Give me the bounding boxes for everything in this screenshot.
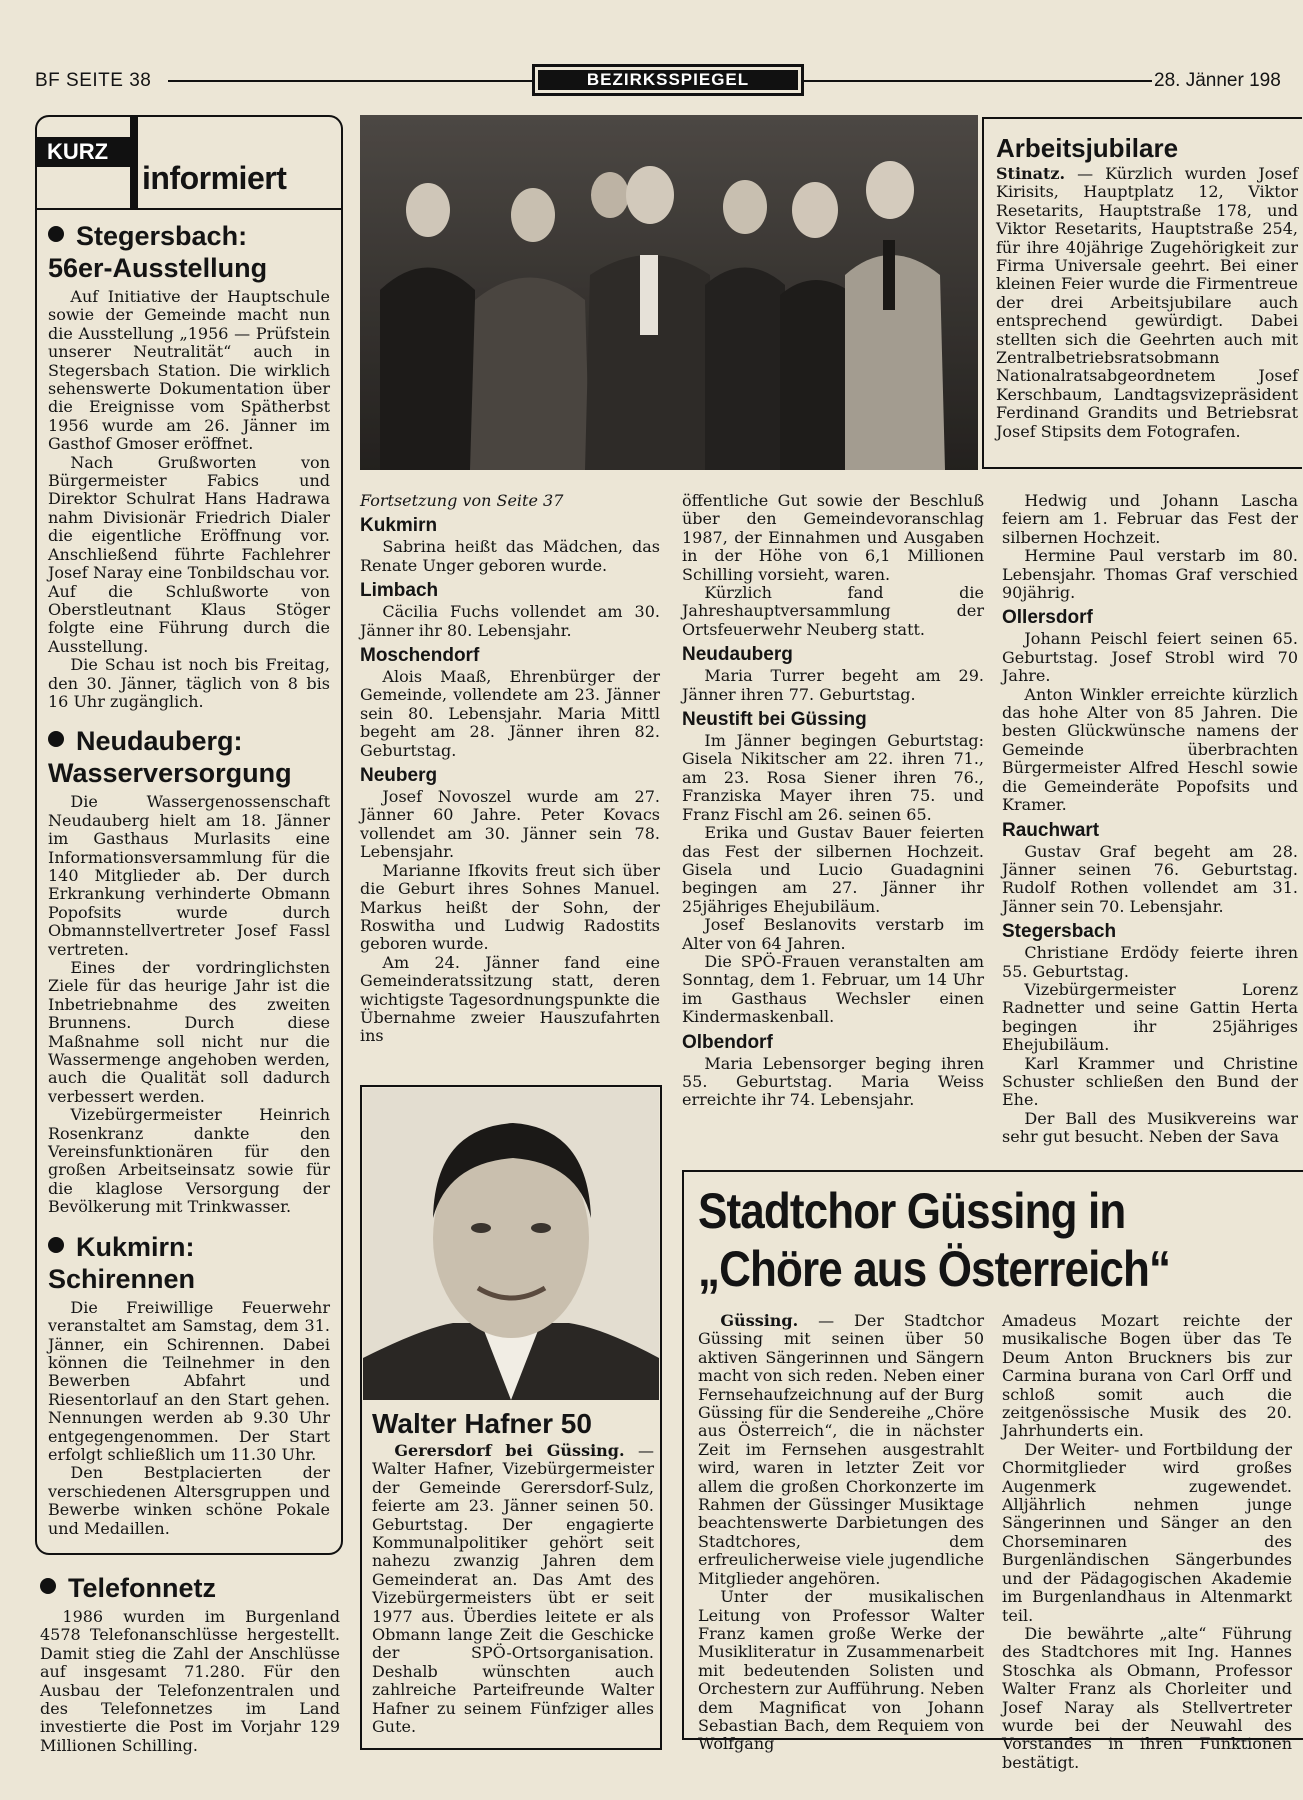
stadtchor-headline [698, 1182, 1298, 1298]
bullet-icon [40, 1578, 56, 1594]
stadtchor-title-line1: Stadtchor Güssing in [698, 1183, 1126, 1239]
telefon-article [40, 1572, 340, 1755]
place-text: öffentliche Gut sowie der Beschluß über den Gemeindevoranschlag 1987, der Einnahmen und Ausgaben in der Höhe von 6,1 Millionen Schilling vorsieht, waren. Kürzlich fand die Jahreshauptversammlung der Ortsfeuerwehr Neuberg statt. [682, 491, 984, 639]
place-text: Im Jänner begingen Geburtstag: Gisela Nikitscher am 22. ihren 71., am 23. Rosa Siener ihren 76., Franziska Mayer ihren 75. und Franz Fischl am 26. seinen 65. Erika und Gustav Bauer feierten das Fest der silbernen Hochzeit. Gisela und Lucio Guadagnini begingen am 27. Jänner ihr 25jähriges Ehejubiläum. Josef Beslanovits verstarb im Alter von 64 Jahren. Die SPÖ-Frauen veranstalten am Sonntag, dem 1. Februar, um 14 Uhr im Gasthaus Wechsler einen Kindermaskenball. [682, 731, 984, 1027]
place-heading: Neustift bei Güssing [682, 709, 867, 731]
continuation-note: Fortsetzung von Seite 37 [360, 491, 564, 510]
kurz-item [48, 725, 330, 1216]
column-right [682, 492, 984, 1110]
kurz-item [48, 1231, 330, 1538]
bullet-icon [48, 226, 64, 242]
kurz-tag: KURZ [35, 137, 130, 167]
page-label: BF SEITE 38 [35, 70, 152, 91]
hafner-article [372, 1408, 654, 1737]
place-heading: Neuberg [360, 765, 438, 787]
kurz-bar [130, 115, 138, 210]
place-text: Cäcilia Fuchs vollendet am 30. Jänner ihr 80. Lebensjahr. [360, 602, 660, 640]
item-text: Die Wassergenossenschaft Neudauberg hielt am 18. Jänner im Gasthaus Murlasits eine Informationsversammlung für die 140 Mitglieder ab. Der durch Erkrankung verhinderte Obmann Popofsits wurde durch Obmannstellvertreter Josef Fassl vertreten. Eines der vordringlichsten Ziele für das heurige Jahr ist die Inbetriebnahme des zweiten Brunnens. Durch diese Maßnahme soll nicht nur die Wassermenge angehoben werden, auch die Qualität soll dadurch verbessert werden. Vizebürgermeister Heinrich Rosenkranz dankte den Vereinsfunktionären für den großen Arbeitseinsatz sowie für die klaglose Versorgung der Bevölkerung mit Trinkwasser. [48, 792, 330, 1217]
item-text: Die Freiwillige Feuerwehr veranstaltet am Samstag, dem 31. Jänner, ein Schirennen. Dabei können die Teilnehmer in den Bewerben Abfahrt und Riesentorlauf an den Start gehen. Nennungen werden ab 9.30 Uhr entgegengenommen. Der Start erfolgt schließlich um 11.30 Uhr. Den Bestplacierten der verschiedenen Altersgruppen und Bewerbe winken schöne Pokale und Medaillen. [48, 1297, 330, 1538]
place-heading: Neudauberg [682, 644, 793, 666]
group-photo-image [360, 115, 978, 470]
stadtchor-title-line2: „Chöre aus Österreich“ [698, 1241, 1171, 1297]
place-heading: Rauchwart [1002, 819, 1100, 841]
place-text: Josef Novoszel wurde am 27. Jänner 60 Jahre. Peter Kovacs vollendet am 30. Jänner sein 78. Lebensjahr. Marianne Ifkovits freut sich über die Geburt ihres Sohnes Manuel. Markus heißt der Sohn, der Roswitha und Ludwig Radostits geboren wurde. Am 24. Jänner fand eine Gemeinderatssitzung statt, deren wichtigste Tagesordnungspunkte die Übernahme zweier Hauszufahrten ins [360, 787, 660, 1046]
header-rule-right [804, 80, 1152, 82]
item-subheading: Schirennen [48, 1263, 196, 1294]
group-photo [360, 115, 978, 470]
place-heading: Olbendorf [682, 1031, 773, 1053]
hafner-text: Gerersdorf bei Güssing. — Walter Hafner, Vizebürgermeister der Gemeinde Gerersdorf-Sulz, feierte am 23. Jänner seinen 50. Geburtstag. Der engagierte Kommunalpolitiker gehört seit nahezu zwanzig Jahren dem Gemeinderat an. Das Amt des Vizebürgermeisters übt er seit 1977 aus. Überdies leitete er als Obmann lange Zeit die Geschicke der SPÖ-Ortsorganisation. Deshalb wünschten auch zahlreiche Parteifreunde Walter Hafner zu seinem Fünfziger alles Gute. [372, 1441, 654, 1737]
section-banner [532, 64, 804, 96]
kurz-items [48, 220, 330, 1538]
column-far-right [1002, 492, 1298, 1147]
item-text: Auf Initiative der Hauptschule sowie der Gemeinde macht nun die Ausstellung „1956 — Prüfstein unserer Neutralität“ auch in Stegersbach Station. Die wirklich sehenswerte Dokumentation über die Ereignisse vom Spätherbst 1956 wurde am 26. Jänner im Gasthof Gmoser eröffnet. Nach Grußworten von Bürgermeister Fabics und Direktor Schulrat Hans Hadrawa nahm Divisionär Friedrich Dialer die eigentliche Eröffnung vor. Anschließend führte Fachlehrer Josef Naray eine Tonbildschau vor. Auf die Schlußworte von Oberstleutnant Klaus Stöger folgte eine Führung durch die Ausstellung. Die Schau ist noch bis Freitag, den 30. Jänner, täglich von 8 bis 16 Uhr zugänglich. [48, 287, 330, 711]
place-text: Johann Peischl feiert seinen 65. Geburtstag. Josef Strobl wird 70 Jahre. Anton Winkler erreichte kürzlich das hohe Alter von 85 Jahren. Die besten Glückwünsche namens der Gemeinde überbrachten Bürgermeister Alfred Heschl sowie die Gemeinderäte Popofsits und Kramer. [1002, 629, 1298, 815]
place-text: Maria Lebensorger beging ihren 55. Geburtstag. Maria Weiss erreichte ihr 74. Lebensjahr. [682, 1053, 984, 1110]
stadtchor-col1 [698, 1312, 984, 1754]
place-text: Alois Maaß, Ehrenbürger der Gemeinde, vollendete am 23. Jänner sein 80. Lebensjahr. Maria Mittl begeht am 28. Jänner ihren 82. Geburtstag. [360, 667, 660, 760]
kurz-title: informiert [142, 160, 287, 196]
place-text: Gustav Graf begeht am 28. Jänner seinen 76. Geburtstag. Rudolf Rothen vollendet am 31. Jänner sein 70. Lebensjahr. [1002, 841, 1298, 916]
item-heading: Neudauberg: [48, 725, 330, 757]
column-middle [360, 492, 660, 1046]
place-text: Sabrina heißt das Mädchen, das Renate Unger geboren wurde. [360, 537, 660, 575]
item-subheading: Wasserversorgung [48, 758, 292, 789]
place-heading: Moschendorf [360, 645, 480, 667]
place-text: Maria Turrer begeht am 29. Jänner ihren 77. Geburtstag. [682, 666, 984, 704]
header-rule-left [168, 80, 532, 82]
hafner-portrait-image [363, 1088, 659, 1400]
item-heading: Kukmirn: [48, 1231, 330, 1263]
kurz-item [48, 220, 330, 711]
telefon-text: 1986 wurden im Burgenland 4578 Telefonanschlüsse hergestellt. Damit stieg die Zahl der Anschlüsse auf insgesamt 71.280. Für den Ausbau der Telefonzentralen und des Telefonnetzes im Land investierte die Post im Vorjahr 129 Millionen Schilling. [40, 1607, 340, 1755]
jubilare-caption [982, 117, 1302, 469]
stadtchor-text: Amadeus Mozart reichte der musikalische Bogen über das Te Deum Anton Bruckners bis zur Carmina burana von Carl Orff und schloß somit auch die zeitgenössische Musik des 20. Jahrhunderts ein. Der Weiter- und Fortbildung der Chormitglieder wird großes Augenmerk zugewendet. Alljährlich nehmen junge Sängerinnen und Sänger an den Chorseminaren des Burgenländischen Sängerbundes und der Pädagogischen Akademie im Burgenlandhaus in Altenmarkt teil. Die bewährte „alte“ Führung des Stadtchores mit Ing. Hannes Stoschka als Obmann, Professor Walter Franz als Chorleiter und Josef Naray als Stellvertreter wurde bei der Neuwahl des Vorstandes in ihren Funktionen bestätigt. [1002, 1311, 1292, 1772]
item-heading: Stegersbach: [48, 220, 330, 252]
stadtchor-text: Güssing. — Der Stadtchor Güssing mit seinen über 50 aktiven Sängerinnen und Sängern macht von sich reden. Neben einer Fernsehaufzeichnung auf der Burg Güssing für die Sendereihe „Chöre aus Österreich“, die in nächster Zeit im Fernsehen ausgestrahlt wird, waren in letzter Zeit vor allem die großen Chorkonzerte im Rahmen der Güssinger Musiktage beachtenswerte Darbietungen des Stadtchores, dem erfreulicherweise viele jugendliche Mitglieder angehören. Unter der musikalischen Leitung von Professor Walter Franz kamen große Werke der Musikliteratur in Zusammenarbeit mit bedeutenden Solisten und Orchestern zur Aufführung. Neben dem Magnificat von Johann Sebastian Bach, dem Requiem von Wolfgang [698, 1311, 984, 1754]
place-heading: Stegersbach [1002, 921, 1117, 943]
jubilare-title: Arbeitsjubilare [996, 133, 1179, 163]
telefon-heading: Telefonnetz [40, 1572, 340, 1604]
place-heading: Kukmirn [360, 515, 438, 537]
hafner-title: Walter Hafner 50 [372, 1408, 592, 1439]
hafner-portrait [363, 1088, 659, 1400]
bullet-icon [48, 731, 64, 747]
item-subheading: 56er-Ausstellung [48, 253, 268, 283]
section-title: BEZIRKSSPIEGEL [538, 70, 798, 90]
jubilare-text: Stinatz. — Kürzlich wurden Josef Kirisits, Hauptplatz 12, Viktor Resetarits, Hauptstraße 178, und Viktor Resetarits, Hauptstraße 254, für ihre 40jährige Zugehörigkeit zur Firma Universale geehrt. Bei einer kleinen Feier wurde die Firmentreue der drei Arbeitsjubilare auch entsprechend gewürdigt. Dabei stellten sich die Geehrten auch mit Zentralbetriebsratsobmann Nationalratsabgeordnetem Josef Kerschbaum, Landtagsvizepräsident Ferdinand Grandits und Betriebsrat Josef Stipsits dem Fotografen. [996, 164, 1298, 441]
place-heading: Limbach [360, 580, 439, 602]
page-date: 28. Jänner 198 [1154, 70, 1281, 91]
place-heading: Ollersdorf [1002, 607, 1093, 629]
place-text: Hedwig und Johann Lascha feiern am 1. Februar das Fest der silbernen Hochzeit. Hermine Paul verstarb im 80. Lebensjahr. Thomas Graf verschied 90jährig. [1002, 491, 1298, 603]
place-text: Christiane Erdödy feierte ihren 55. Geburtstag. Vizebürgermeister Lorenz Radnetter und seine Gattin Herta begingen ihr 25jähriges Ehejubiläum. Karl Krammer und Christine Schuster schließen den Bund der Ehe. Der Ball des Musikvereins war sehr gut besucht. Neben der Sava [1002, 943, 1298, 1147]
stadtchor-col2 [1002, 1312, 1292, 1772]
bullet-icon [48, 1237, 64, 1253]
